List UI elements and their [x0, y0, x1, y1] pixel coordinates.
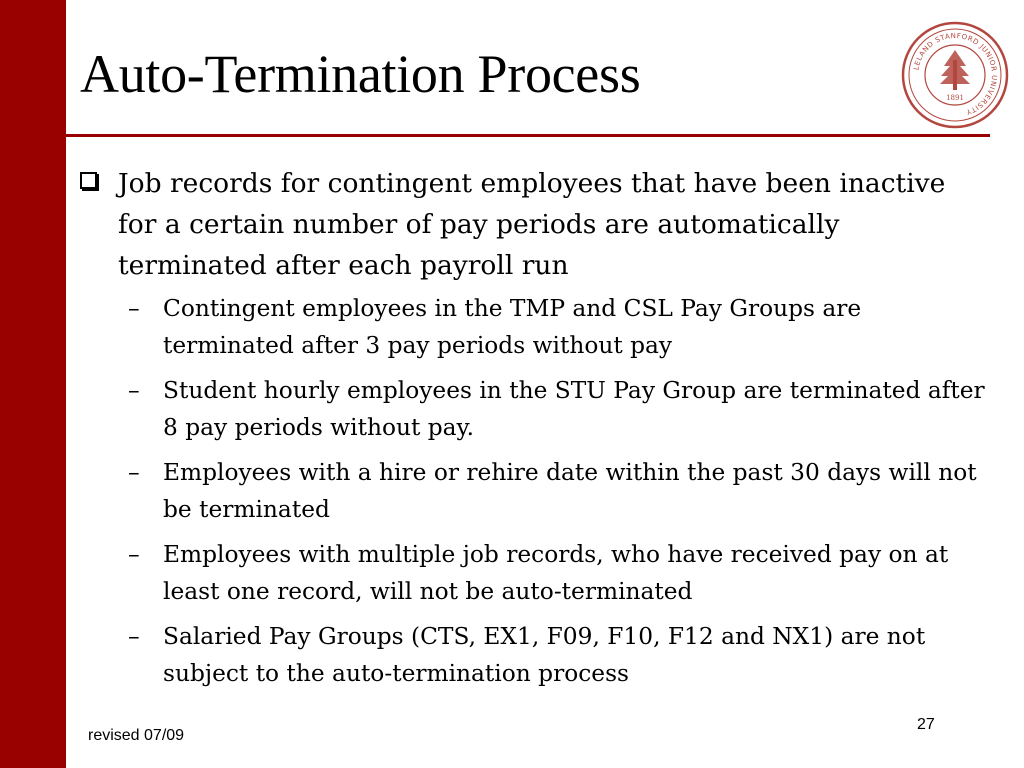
revision-note: revised 07/09 — [88, 727, 185, 744]
main-bullet — [80, 163, 950, 286]
sub-bullet-list — [128, 290, 998, 700]
dash-marker: – — [128, 459, 140, 486]
main-bullet-text: Job records for contingent employees that have been inactive for a certain number of pay periods are automatically terminated after each payroll run — [118, 168, 946, 281]
seal-year: 1891 — [946, 94, 964, 102]
sub-bullet-text: Salaried Pay Groups (CTS, EX1, F09, F10, F12 and NX1) are not subject to the auto-termination process — [163, 623, 926, 687]
dash-marker: – — [128, 541, 140, 568]
sub-bullet-text: Employees with multiple job records, who have received pay on at least one record, will not be auto-terminated — [163, 541, 949, 605]
list-item — [128, 454, 998, 528]
seal-text: LELAND STANFORD JUNIOR UNIVERSITY — [912, 31, 999, 117]
list-item — [128, 618, 998, 692]
title-divider — [66, 134, 990, 137]
list-item — [128, 372, 998, 446]
list-item — [128, 290, 998, 364]
checkbox-square-icon — [80, 172, 97, 189]
dash-marker: – — [128, 295, 140, 322]
dash-marker: – — [128, 377, 140, 404]
left-accent-bar — [0, 0, 66, 768]
university-seal-icon — [900, 20, 1010, 130]
sub-bullet-text: Student hourly employees in the STU Pay Group are terminated after 8 pay periods without pay. — [163, 377, 985, 441]
dash-marker: – — [128, 623, 140, 650]
page-number: 27 — [917, 716, 935, 733]
sub-bullet-text: Contingent employees in the TMP and CSL Pay Groups are terminated after 3 pay periods without pay — [163, 295, 862, 359]
list-item — [128, 536, 998, 610]
slide-title: Auto-Termination Process — [80, 44, 641, 104]
sub-bullet-text: Employees with a hire or rehire date within the past 30 days will not be terminated — [163, 459, 977, 523]
